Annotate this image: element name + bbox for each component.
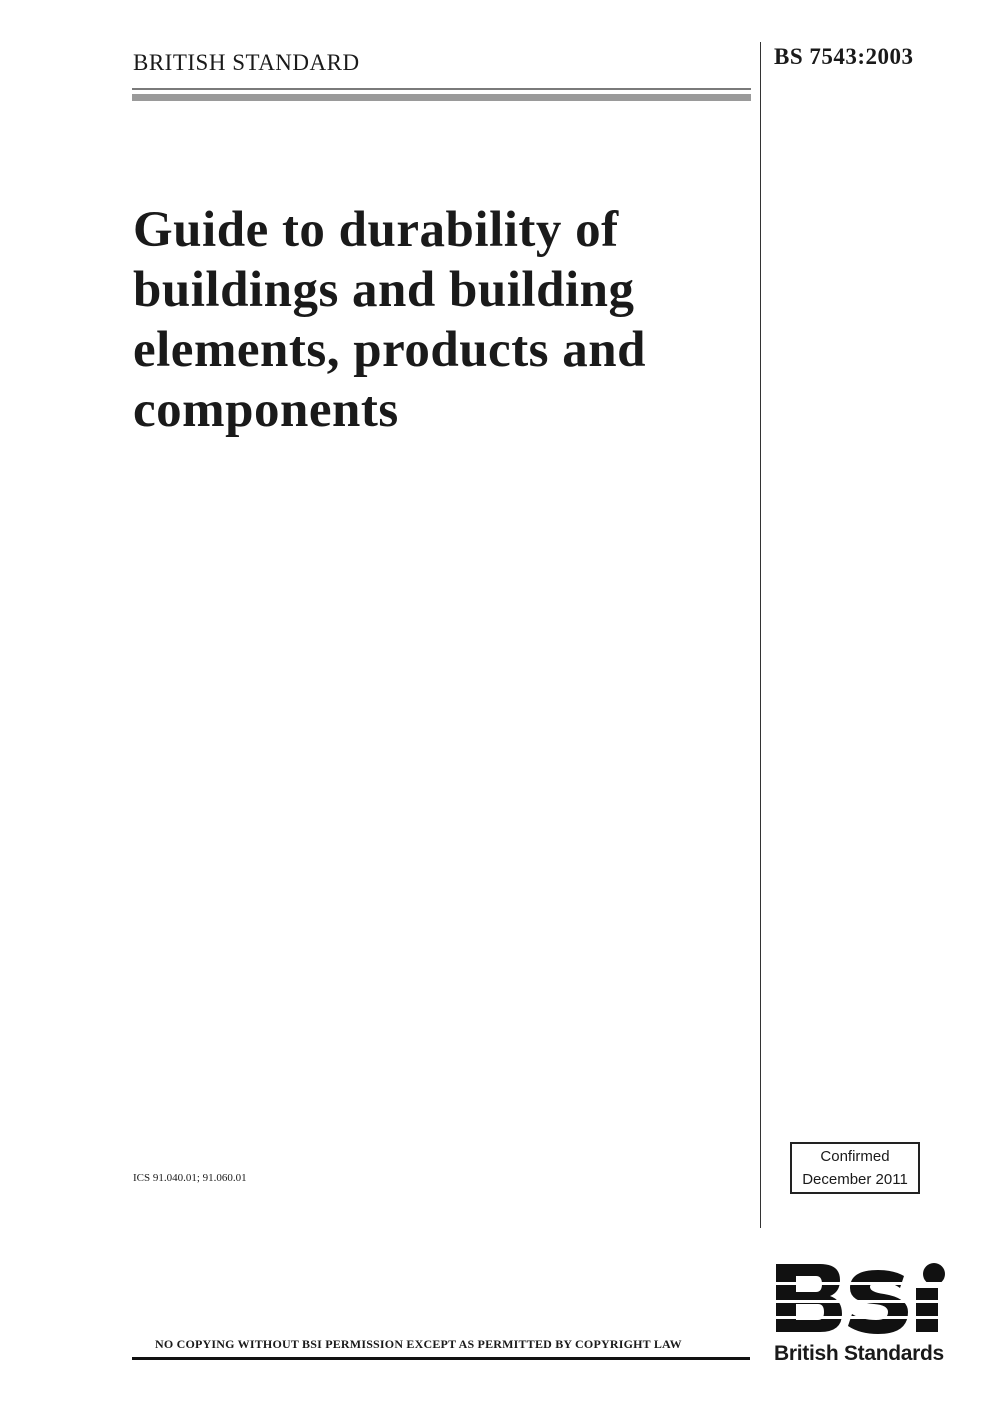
bsi-logo-caption: British Standards xyxy=(774,1342,944,1365)
confirmed-date: December 2011 xyxy=(802,1171,908,1188)
ics-code: ICS 91.040.01; 91.060.01 xyxy=(133,1172,247,1184)
copyright-notice: NO COPYING WITHOUT BSI PERMISSION EXCEPT AS PERMITTED BY COPYRIGHT LAW xyxy=(155,1337,682,1351)
document-title: Guide to durability of buildings and building elements, products and components xyxy=(133,202,647,438)
confirmed-label: Confirmed xyxy=(820,1148,890,1165)
header-rule-thin xyxy=(132,88,751,90)
header-rule-thick xyxy=(132,94,751,101)
bsi-logo-icon xyxy=(774,1262,952,1334)
confirmed-stamp xyxy=(790,1142,920,1194)
document-type-label: BRITISH STANDARD xyxy=(133,50,360,75)
footer-rule xyxy=(132,1357,750,1360)
standard-number: BS 7543:2003 xyxy=(774,44,914,69)
vertical-divider xyxy=(760,42,761,1228)
